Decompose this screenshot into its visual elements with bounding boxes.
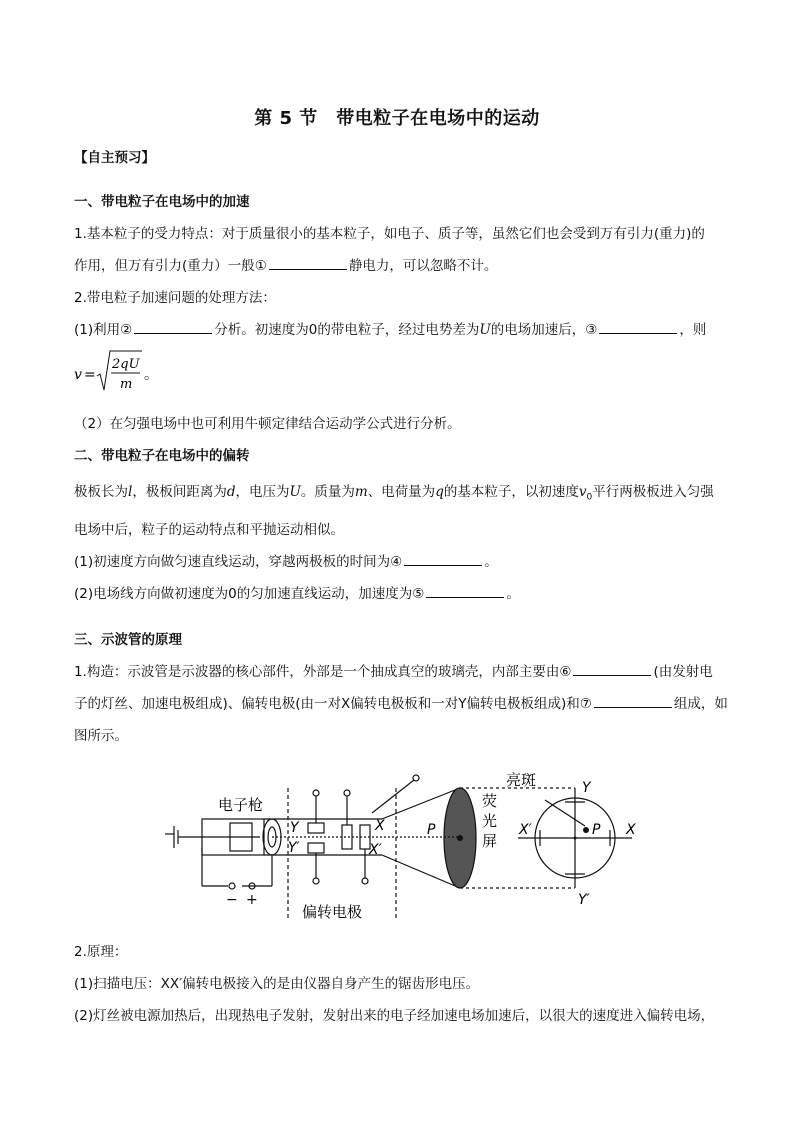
label-X-prime-right: X′	[519, 822, 532, 838]
s2-p1-h: 平行两极板进入匀强	[592, 484, 714, 500]
s2-p1-a: 极板长为	[74, 484, 128, 500]
s2-paragraph-3	[74, 550, 498, 570]
s2-p1-c: ，电压为	[235, 484, 290, 500]
label-X: X	[375, 818, 385, 834]
s1-p1-text-a: 作用，但万有引力(重力）一般①	[74, 258, 267, 274]
label-Y-prime-right: Y′	[578, 892, 590, 908]
s3-paragraph-1	[74, 660, 713, 680]
s2-p3-end: 。	[484, 554, 498, 570]
label-Y-prime: Y′	[288, 840, 300, 856]
s3-paragraph-4: 2.原理：	[74, 944, 128, 960]
s3-paragraph-6: (2)灯丝被电源加热后，出现热电子发射，发射出来的电子经加速电场加速后，以很大的速度进入偏转电场，	[74, 1008, 715, 1024]
s1-paragraph-2: 2.带电粒子加速问题的处理方法：	[74, 290, 276, 306]
blank-1	[269, 257, 347, 270]
velocity-formula	[74, 348, 194, 396]
s3-p2-b: 组成，如	[673, 696, 728, 712]
screen-point	[457, 835, 463, 841]
var-U: U	[289, 484, 301, 500]
s1-p1-text-b: 静电力，可以忽略不计。	[348, 258, 498, 274]
s1-p3-text-a: (1)利用②	[74, 322, 133, 338]
var-q: q	[435, 484, 444, 500]
s2-p1-g: 的基本粒子，以初速度	[443, 484, 579, 500]
label-minus: −	[226, 892, 238, 908]
var-d: d	[226, 484, 236, 500]
formula-lhs: v	[74, 367, 82, 383]
s1-p3-text-b: 分析。初速度为0的带电粒子，经过电势差为	[214, 322, 480, 338]
label-bright-spot: 亮斑	[506, 771, 537, 789]
section-2-heading: 二、带电粒子在电场中的偏转	[74, 448, 250, 464]
s1-paragraph-4: （2）在匀强电场中也可利用牛顿定律结合运动学公式进行分析。	[74, 416, 461, 432]
s1-paragraph-3	[74, 318, 706, 338]
s3-paragraph-3: 图所示。	[74, 728, 128, 744]
var-v-sub: 0	[586, 492, 593, 503]
section-1-heading: 一、带电粒子在电场中的加速	[74, 194, 250, 210]
s2-paragraph-4	[74, 582, 520, 602]
label-gun: 电子枪	[218, 796, 264, 814]
var-v: v	[578, 484, 587, 500]
screen-center	[574, 837, 577, 840]
label-Y-right: Y	[582, 780, 591, 796]
s2-paragraph-1	[74, 480, 714, 503]
page-title: 第 5 节 带电粒子在电场中的运动	[254, 108, 540, 129]
blank-7	[594, 695, 672, 708]
s1-p3-text-d: ，则	[679, 322, 707, 338]
label-deflection: 偏转电极	[302, 903, 363, 921]
label-P-right: P	[592, 822, 601, 838]
s1-paragraph-1-line-1: 1.基本粒子的受力特点：对于质量很小的基本粒子，如电子、质子等，虽然它们也会受到万有引力(重力)的	[74, 226, 705, 242]
s1-paragraph-1-line-2	[74, 254, 497, 274]
s1-p3-U: U	[479, 322, 491, 338]
label-X-right: X	[626, 822, 636, 838]
label-P-screen: P	[427, 822, 436, 838]
formula-tail: 。	[144, 367, 158, 383]
preview-tag: 【自主预习】	[74, 150, 155, 166]
formula-numerator: 2qU	[112, 357, 140, 372]
blank-6	[573, 663, 651, 676]
s2-p4-text: (2)电场线方向做初速度为0的匀加速直线运动，加速度为⑤	[74, 586, 425, 602]
label-plus: +	[246, 892, 258, 908]
s3-p1-b: (由发射电	[653, 664, 713, 680]
label-Y: Y	[290, 820, 299, 836]
var-l: l	[128, 484, 133, 500]
formula-denominator: m	[120, 377, 133, 392]
s2-p1-f: 、电荷量为	[367, 484, 436, 500]
label-screen-3: 屏	[482, 832, 498, 850]
blank-2	[134, 321, 212, 334]
s3-p2-a: 子的灯丝、加速电极组成)、偏转电极(由一对X偏转电极板和一对Y偏转电极板组成)和⑦	[74, 696, 592, 712]
label-X-prime: X′	[369, 842, 382, 858]
label-screen-2: 光	[482, 812, 498, 830]
blank-5	[426, 585, 504, 598]
s1-p3-text-c: 的电场加速后，③	[490, 322, 598, 338]
s2-p3-text: (1)初速度方向做匀速直线运动，穿越两极板的时间为④	[74, 554, 403, 570]
var-m: m	[354, 484, 368, 500]
s3-paragraph-5: (1)扫描电压：XX′偏转电极接入的是由仪器自身产生的锯齿形电压。	[74, 976, 480, 992]
section-3-heading: 三、示波管的原理	[74, 632, 182, 648]
s2-paragraph-2: 电场中后，粒子的运动特点和平抛运动相似。	[74, 522, 344, 538]
s2-p1-e: 。质量为	[300, 484, 355, 500]
blank-4	[404, 553, 482, 566]
s2-p1-b: ，极板间距离为	[132, 484, 227, 500]
label-screen-1: 荧	[482, 792, 498, 810]
bright-spot	[583, 827, 589, 833]
formula-equals: =	[84, 367, 96, 383]
s2-p4-end: 。	[506, 586, 520, 602]
s3-p1-a: 1.构造：示波管是示波器的核心部件，外部是一个抽成真空的玻璃壳，内部主要由⑥	[74, 664, 572, 680]
oscilloscope-tube-figure	[160, 768, 650, 924]
s3-paragraph-2	[74, 692, 728, 712]
blank-3	[599, 321, 677, 334]
